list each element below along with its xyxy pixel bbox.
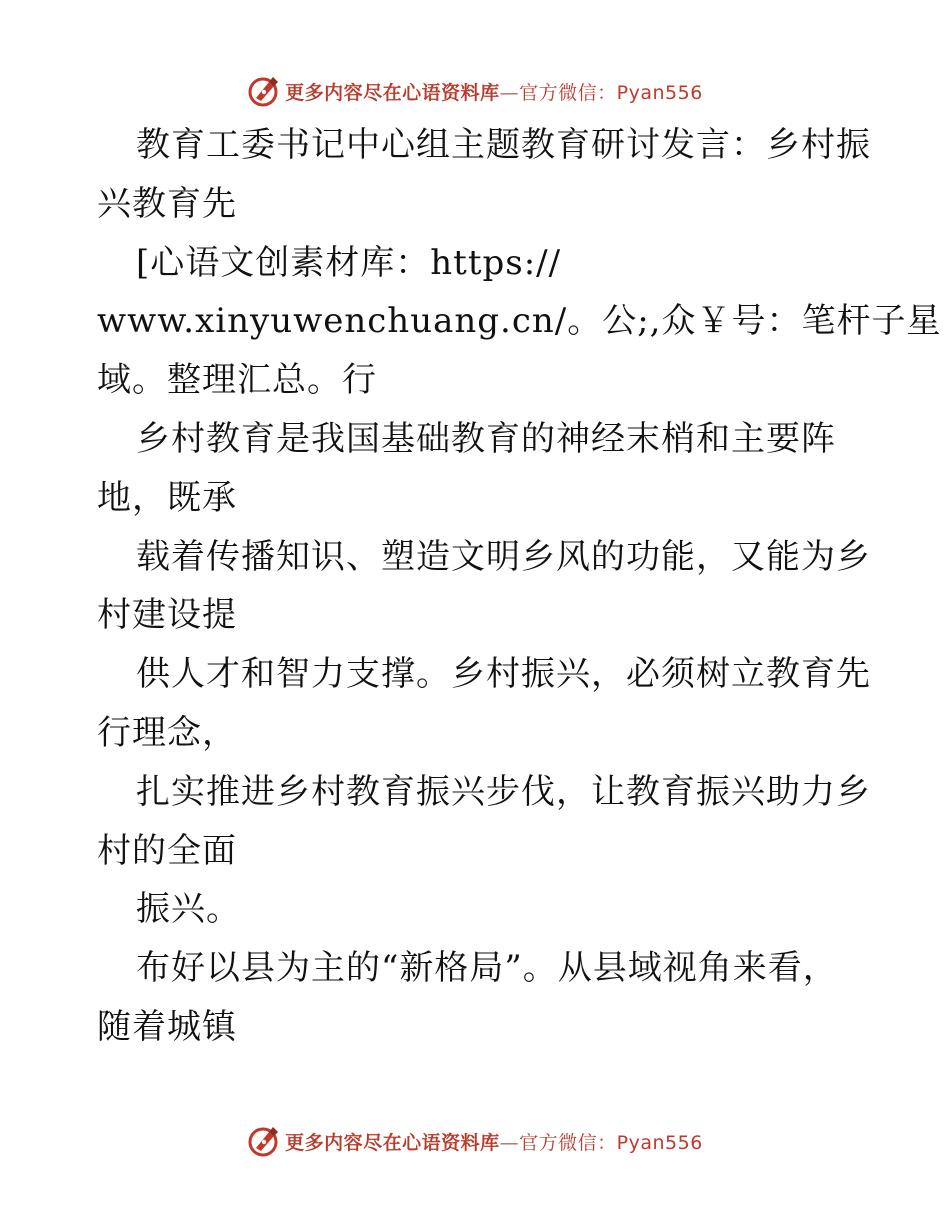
footer-dash: —	[499, 1131, 520, 1154]
header-dash: —	[499, 81, 520, 104]
document-line: 域。整理汇总。行	[97, 360, 377, 401]
header-wechat-text: 官方微信：Pyan556	[519, 81, 703, 104]
document-line: 供人才和智力支撑。乡村振兴，必须树立教育先	[136, 654, 871, 695]
footer-wechat-text: 官方微信：Pyan556	[519, 1131, 703, 1154]
document-line: 扎实推进乡村教育振兴步伐，让教育振兴助力乡	[136, 771, 871, 812]
document-line: 振兴。	[136, 889, 241, 930]
footer-brand-text: 更多内容尽在心语资料库	[285, 1131, 500, 1154]
document-line: 地，既承	[97, 477, 237, 518]
document-line: 布好以县为主的“新格局”。从县域视角来看，	[136, 948, 838, 989]
document-line: 乡村教育是我国基础教育的神经末梢和主要阵	[136, 418, 836, 459]
header-banner	[0, 71, 950, 111]
document-line: www.xinyuwenchuang.cn/。公;,众￥号：笔杆子星	[97, 301, 942, 342]
document-line: 教育工委书记中心组主题教育研讨发言：乡村振	[136, 125, 871, 165]
pen-nib-logo-icon	[247, 74, 281, 108]
document-line: 行理念，	[97, 712, 237, 753]
pen-nib-logo-icon	[247, 1124, 281, 1158]
document-line: 村建设提	[97, 595, 237, 636]
footer-banner	[0, 1121, 950, 1161]
document-line: 兴教育先	[97, 183, 237, 224]
document-body	[97, 116, 942, 1057]
document-line: [心语文创素材库：https://	[136, 242, 562, 283]
footer-banner-text	[285, 1128, 703, 1155]
document-line: 村的全面	[97, 830, 237, 871]
document-line: 载着传播知识、塑造文明乡风的功能，又能为乡	[136, 536, 871, 577]
document-line: 随着城镇	[97, 1006, 237, 1047]
header-banner-text	[285, 78, 703, 105]
header-brand-text: 更多内容尽在心语资料库	[285, 81, 500, 104]
